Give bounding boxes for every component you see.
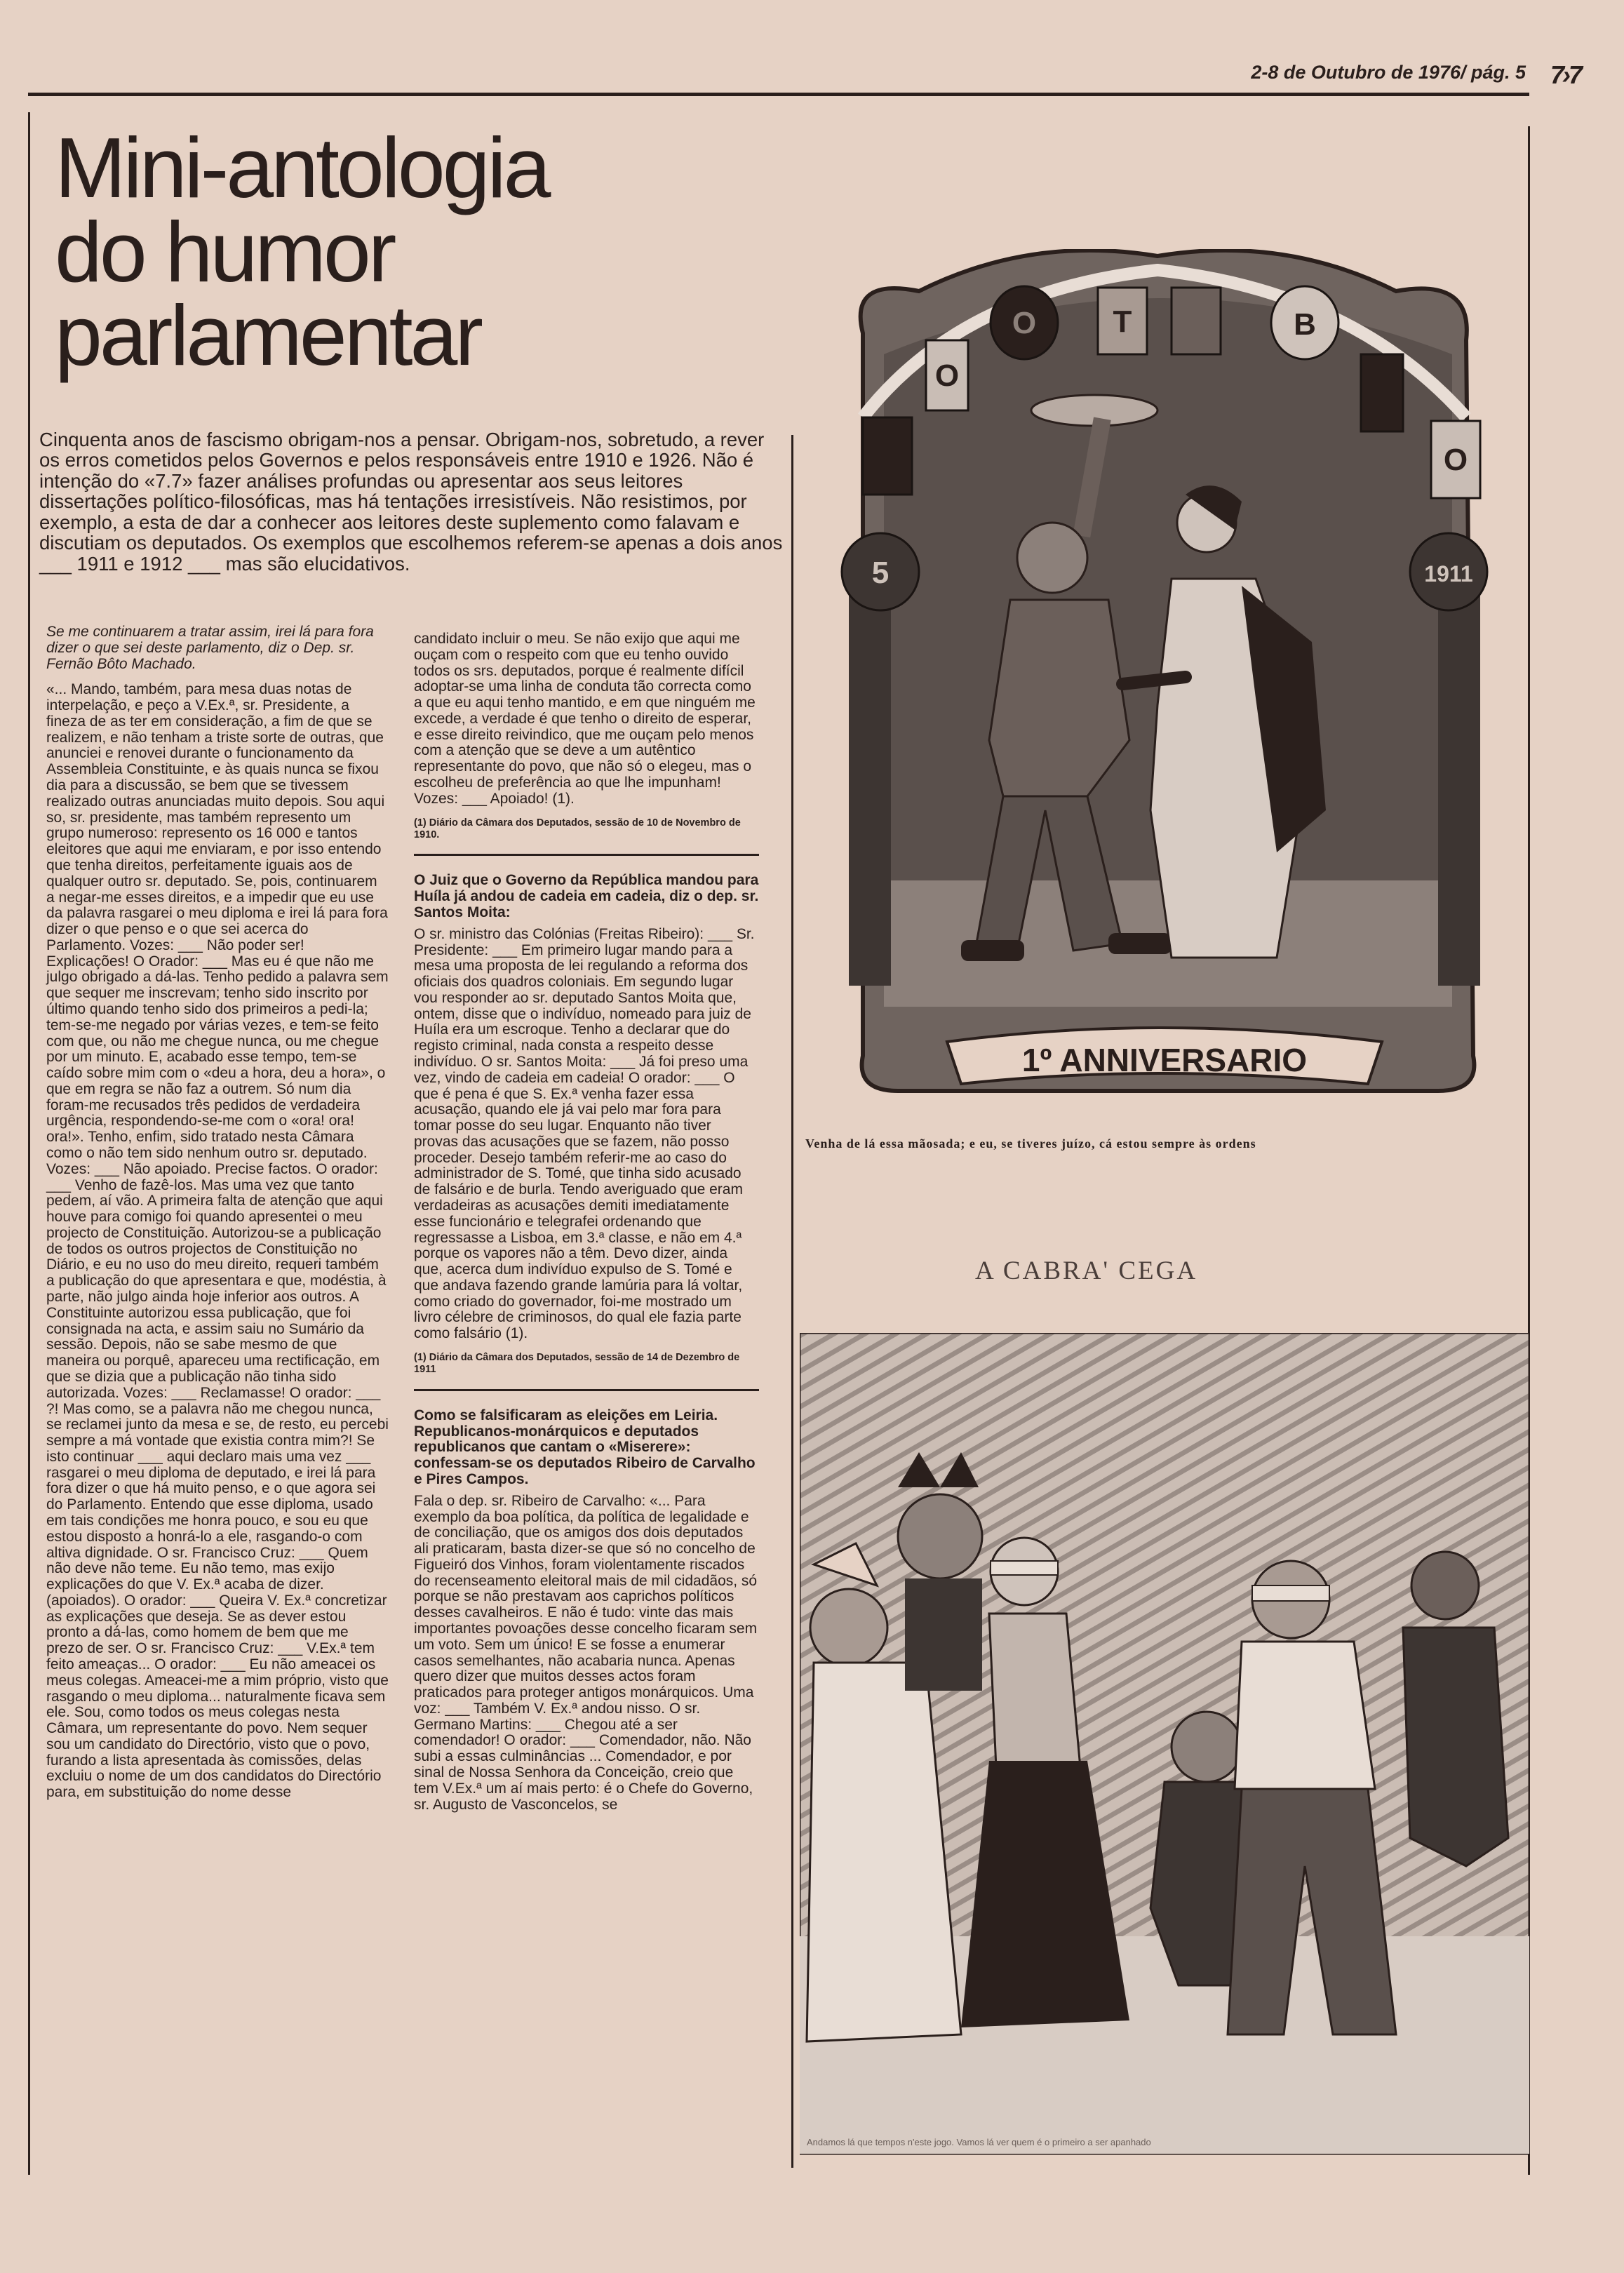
article-right-rule	[791, 435, 793, 2168]
section-divider-1	[414, 854, 759, 856]
lantern-letter-6: 5	[871, 556, 890, 590]
lantern-letter-7: 1911	[1424, 561, 1473, 586]
lantern-letter-4: O	[934, 358, 960, 393]
page-folio: 2-8 de Outubro de 1976/ pág. 5	[1251, 62, 1526, 83]
header-rule	[28, 93, 1529, 96]
lantern-letter-1: O	[1012, 306, 1037, 340]
lantern-letter-3: B	[1294, 307, 1316, 342]
col1-intro: Se me continuarem a tratar assim, irei lá para fora dizer o que sei deste parlamento, diz o Dep. sr. Fernão Bôto Machado.	[46, 624, 374, 672]
col2-paragraph-3: Fala o dep. sr. Ribeiro de Carvalho: «... Para exemplo da boa política, da política de legalidade e de conciliação, que os amigos dos dois deputados ali praticaram, basta dizer-se que só no concelho de Figueiró dos Vinhos, foram violentamente riscados do recenseamento eleitoral mais de mil cidadãos, só porque se não prestavam aos caprichos políticos desses cavalheiros. E não é tudo: vinte das mais importantes povoações desse concelho ficaram sem um voto. Sem um único! E se fosse a enumerar casos semelhantes, não acabaria nunca. Apenas quero dizer que muitos desses actos foram praticados para proteger antigos monárquicos. Uma voz: ___ Também V. Ex.ª andou nisso. O sr. Germano Martins: ___ Chegou até a ser comendador! O orador: ___ Comendador, não. Não subi a essas culminâncias ... Comendador, e por sinal de Nossa Senhora da Conceição, creio que tem V.Ex.ª um aí mais perto: é o Chefe do Governo, sr. Augusto de Vasconcelos, se	[414, 1492, 758, 1813]
lantern-letter-2: T	[1113, 304, 1132, 339]
cartoon2-title: A CABRA' CEGA	[975, 1256, 1198, 1285]
title-line-1: Mini-antologia	[55, 120, 549, 215]
col2-footnote-1: (1) Diário da Câmara dos Deputados, sessão de 10 de Novembro de 1910.	[414, 817, 741, 840]
text-column-1	[46, 624, 389, 1801]
col2-paragraph-2: O sr. ministro das Colónias (Freitas Ribeiro): ___ Sr. Presidente: ___ Em primeiro lugar mando para a mesa uma proposta de lei regulando a reforma dos oficiais dos quadros coloniais. Em segundo lugar vou responder ao sr. deputado Santos Moita que, ontem, disse que o indivíduo, nomeado para juiz de Huíla era um escroque. Tenho a declarar que do registo criminal, nada consta a respeito desse indivíduo. O sr. Santos Moita: ___ Já foi preso uma vez, vindo de cadeia em cadeia! O orador: ___ O que é pena é que S. Ex.ª venha fazer essa acusação, quando ele já vai pelo mar fora para tomar posse do seu lugar. Enquanto não tiver provas das acusações que se fazem, não posso proceder. Desejo também referir-me ao caso do administrador de S. Tomé, que tinha sido acusado de falsário e de burla. Tendo averiguado que eram verdadeiras as acusações demiti imediatamente esse funcionário e telegrafei ordenando que regressasse a Lisboa, em 3.ª classe, e não em 4.ª porque os vapores não a têm. Devo dizer, ainda que, acerca dum indivíduo expulso de S. Tomé e que andava fazendo grande lamúria para lá voltar, como criado do governador, foi-me mostrado um livro célebre de criminosos, do qual ele fazia parte como falsário (1).	[414, 925, 755, 1342]
publication-logo: 7›7	[1550, 60, 1581, 89]
text-column-2	[414, 631, 759, 1813]
title-line-2: do humor	[55, 203, 394, 300]
col2-footnote-2: (1) Diário da Câmara dos Deputados, sessão de 14 de Dezembro de 1911	[414, 1352, 740, 1376]
left-border-rule	[28, 112, 30, 2175]
cartoon-anniversary	[821, 249, 1515, 1126]
section-divider-2	[414, 1389, 759, 1391]
article-title	[55, 120, 756, 384]
col2-heading-2: O Juiz que o Governo da República mandou para Huíla já andou de cadeia em cadeia, diz o dep. sr. Santos Moita:	[414, 872, 759, 920]
col2-paragraph-1: candidato incluir o meu. Se não exijo que aqui me ouçam com o respeito com que eu tenho ouvido todos os srs. deputados, porque é realmente difícil adoptar-se uma linha de conduta tão correcta como a que eu aqui tenho mantido, e em que ninguém me excede, a verdade é que tenho o direito de esperar, e esse direito reivindico, que me ouçam pelo menos com a atenção que se deve a um autêntico representante do povo, que não só o elegeu, mas o escolheu de preferência ao que lhe impunham! Vozes: ___ Apoiado! (1).	[414, 631, 756, 807]
title-line-3: parlamentar	[55, 288, 481, 384]
anniversary-banner-text: 1º ANNIVERSARIO	[1021, 1042, 1308, 1078]
article-lead: Cinquenta anos de fascismo obrigam-nos a pensar. Obrigam-nos, sobretudo, a rever os erros cometidos pelos Governos e pelos responsáveis entre 1910 e 1926. Não é intenção do «7.7» fazer análises profundas ou apresentar aos seus leitores dissertações político-filosóficas, mas há tentações irresistíveis. Não resistimos, por exemplo, a esta de dar a conhecer aos leitores deste suplemento como falavam e discutiam os deputados. Os exemplos que escolhemos referem-se apenas a dois anos ___ 1911 e 1912 ___ mas são elucidativos.	[39, 429, 783, 575]
col2-heading-3: Como se falsificaram as eleições em Leiria. Republicanos-monárquicos e deputados republicanos que cantam o «Miserere»: confessam-se os deputados Ribeiro de Carvalho e Pires Campos.	[414, 1407, 756, 1487]
cartoon2-caption: Andamos lá que tempos n'este jogo. Vamos lá ver quem é o primeiro a ser apanhado	[807, 2137, 1151, 2147]
col1-body: «... Mando, também, para mesa duas notas de interpelação, e peço a V.Ex.ª, sr. Presidente, a fineza de as ter em consideração, a fim de que se realizem, e não tenham a triste sorte de outras, que anunciei e renovei durante o funcionamento da Assembleia Constituinte, e às quais nunca se fixou dia para a discussão, se bem que se tivessem realizado outras anunciadas muito depois. Sou aqui so, sr. presidente, mas também represento um grupo numeroso: represento os 16 000 e tantos eleitores que aqui me enviaram, e por isso entendo que tenha direitos, perfeitamente iguais aos de qualquer outro sr. deputado. Se, pois, continuarem a negar-me esses direitos, e a impedir que eu use da palavra rasgarei o meu diploma e irei lá para fora dizer o que penso e o que sei acerca do Parlamento. Vozes: ___ Não poder ser! Explicações! O Orador: ___ Mas eu é que não me julgo obrigado a dá-las. Tenho pedido a palavra sem que sequer me inscrevam; tenho sido inscrito por último quando tenho sido dos primeiros a pedi-la; tem-se-me negado por várias vezes, e tem-se feito com que, ou não me chegue nunca, ou me chegue por um minuto. E, acabado esse tempo, tem-se caído sobre mim com o «deu a hora, deu a hora», o que em regra se não faz a outrem. Só num dia foram-me recusados três pedidos de verdadeira urgência, respondendo-se-me com o «ora! ora! ora!». Tenho, enfim, sido tratado nesta Câmara como o não tem sido nenhum outro sr. deputado. Vozes: ___ Não apoiado. Precise factos. O orador: ___ Venho de fazê-los. Mas uma vez que tanto pedem, aí vão. A primeira falta de atenção que aqui houve para comigo foi quando apresentei o meu projecto de Constituição. Autorizou-se a publicação de todos os outros projectos de Constituição no Diário, e eu no uso do meu direito, requeri também a publicação do que apresentara e que, modéstia, à parte, não julgo ainda hoje inferior aos outros. A Constituinte autorizou essa publicação, que foi consignada na acta, e assim saiu no Sumário da sessão. Depois, não se sabe mesmo de que maneira ou porquê, apareceu uma rectificação, em que se dizia que a publicação não tinha sido autorizada. Vozes: ___ Reclamasse! O orador: ___ ?! Mas como, se a palavra não me chegou nunca, se reclamei junto da mesa e se, de resto, eu percebi sempre a má vontade que existia contra mim?! Se isto continuar ___ aqui declaro mais uma vez ___ rasgarei o meu diploma de deputado, e irei lá para fora dizer o que há muito penso, e o que agora sei do Parlamento. Entendo que esse diploma, usado em tais condições me honra pouco, e sou eu que estou disposto a honrá-lo a ele, rasgando-o com altiva dignidade. O sr. Francisco Cruz: ___ Quem não deve não teme. Eu não temo, mas exijo explicações do que V. Ex.ª acaba de dizer. (apoiados). O orador: ___ Queira V. Ex.ª concretizar as explicações que deseja. Se as dever estou pronto a dá-las, como homem de bem que me prezo de ser. O sr. Francisco Cruz: ___ V.Ex.ª tem feito ameaças... O orador: ___ Eu não ameacei os meus colegas. Ameacei-me a mim próprio, visto que rasgando o meu diploma... naturalmente ficava sem ele. Sou, como todos os meus colegas nesta Câmara, um representante do povo. Nem sequer sou um candidato do Directório, visto que o povo, furando a lista apresentada às comissões, delas excluiu o nome de um dos candidatos do Directório para, em substituição do nome desse	[46, 681, 389, 1801]
lantern-letter-5: O	[1443, 443, 1468, 477]
cartoon-blind-mans-buff	[800, 1333, 1529, 2161]
cartoon1-caption: Venha de lá essa mãosada; e eu, se tiveres juízo, cá estou sempre às ordens	[805, 1136, 1256, 1151]
